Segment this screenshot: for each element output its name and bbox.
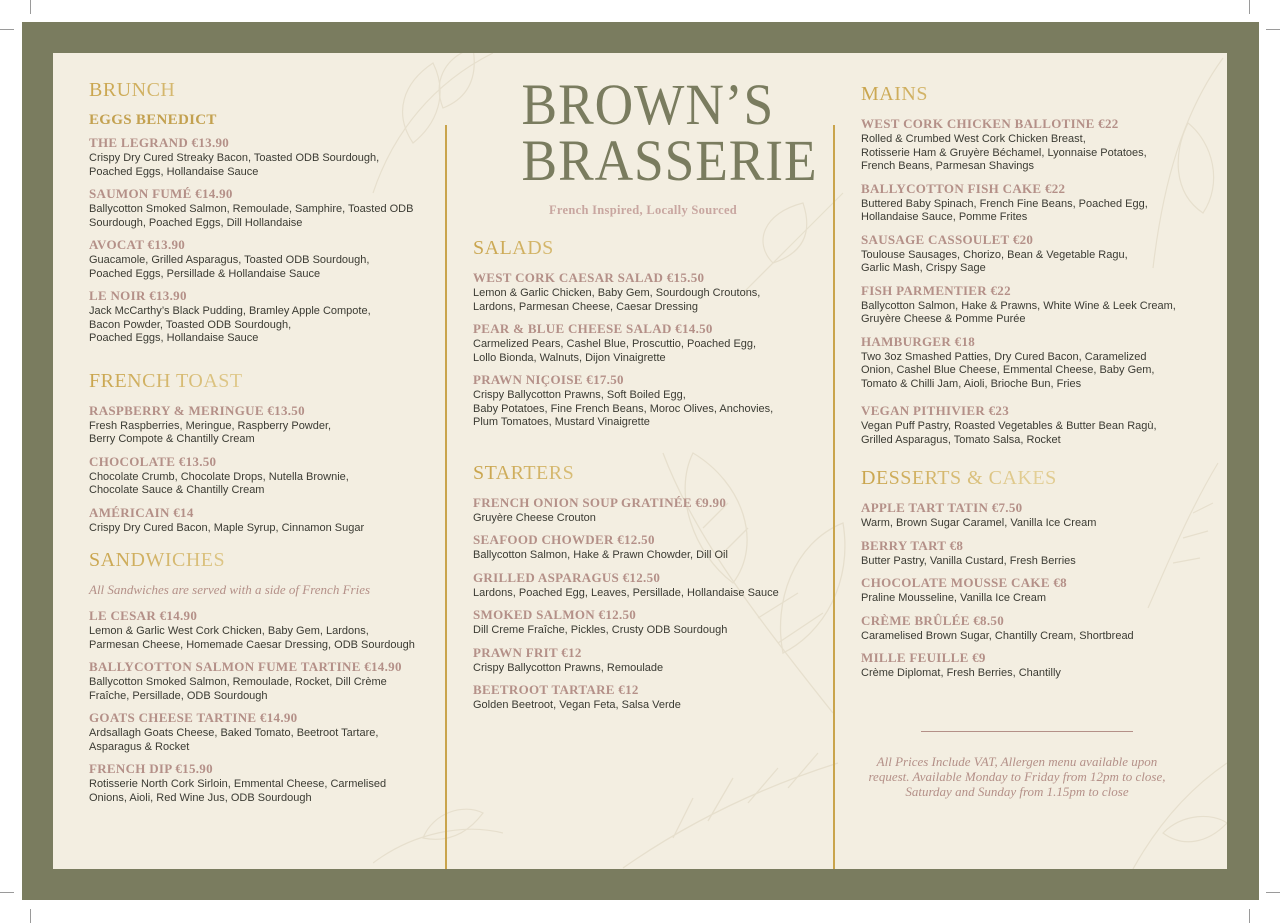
sandwich-items <box>89 608 439 805</box>
menu-item <box>89 454 439 498</box>
menu-item-description: Crème Diplomat, Fresh Berries, Chantilly <box>861 667 1061 679</box>
footer-line: request. Available Monday to Friday from 12pm to close, <box>868 769 1166 784</box>
menu-item <box>89 710 439 754</box>
menu-item-name: HAMBURGER €18 <box>861 333 976 349</box>
menu-item-name: LE CESAR €14.90 <box>89 608 198 623</box>
menu-item-name: PRAWN NIÇOISE €17.50 <box>473 372 624 387</box>
brand-logo <box>511 72 818 218</box>
menu-item-name: FRENCH ONION SOUP GRATINÉE €9.90 <box>473 494 727 510</box>
column-divider <box>445 125 447 869</box>
menu-item-name: FRENCH DIP €15.90 <box>89 761 213 776</box>
footer-divider <box>921 731 1133 732</box>
menu-item <box>89 761 439 805</box>
menu-item-name: WEST CORK CAESAR SALAD €15.50 <box>473 270 705 285</box>
menu-item-description: Lardons, Poached Egg, Leaves, Persillade, Hollandaise Sauce <box>473 586 779 599</box>
menu-item-description: Lemon & Garlic Chicken, Baby Gem, Sourdough Croutons, Lardons, Parmesan Cheese, Caesar Dressing <box>473 287 761 313</box>
menu-item-name: BEETROOT TARTARE €12 <box>473 682 639 697</box>
menu-item-description: Ballycotton Smoked Salmon, Remoulade, Rocket, Dill Crème Fraîche, Persillade, ODB Sourdough <box>89 676 387 702</box>
menu-item-description: Toulouse Sausages, Chorizo, Bean & Vegetable Ragu, Garlic Mash, Crispy Sage <box>861 248 1128 274</box>
footer-line: Saturday and Sunday from 1.15pm to close <box>905 784 1129 799</box>
menu-item <box>473 682 823 713</box>
menu-item <box>473 645 823 676</box>
menu-item <box>89 608 439 652</box>
menu-item <box>861 650 1211 681</box>
main-items <box>861 116 1211 447</box>
menu-item-name: CRÈME BRÛLÉE €8.50 <box>861 612 1004 628</box>
menu-item-description: Rotisserie North Cork Sirloin, Emmental Cheese, Carmelised Onions, Aioli, Red Wine Jus, ODB Sourdough <box>89 778 387 804</box>
menu-item <box>861 538 1211 569</box>
menu-item-description: Two 3oz Smashed Patties, Dry Cured Bacon, Caramelized Onion, Cashel Blue Cheese, Emmental Cheese, Baby Gem, Tomato & Chilli Jam, Aioli, Brioche Bun, Fries <box>861 350 1155 390</box>
starter-items <box>473 495 823 713</box>
menu-item-name: LE NOIR €13.90 <box>89 288 187 303</box>
menu-item-name: FISH PARMENTIER €22 <box>861 282 1011 298</box>
menu-item-description: Dill Creme Fraîche, Pickles, Crusty ODB Sourdough <box>473 624 728 636</box>
menu-item-description: Buttered Baby Spinach, French Fine Beans, Poached Egg, Hollandaise Sauce, Pomme Frites <box>861 197 1148 223</box>
menu-item-description: Guacamole, Grilled Asparagus, Toasted ODB Sourdough, Poached Eggs, Persillade & Hollandaise Sauce <box>89 254 370 280</box>
menu-item <box>89 186 439 230</box>
menu-item <box>89 237 439 281</box>
menu-item <box>473 532 823 563</box>
menu-item-description: Ballycotton Salmon, Hake & Prawn Chowder, Dill Oil <box>473 549 728 561</box>
menu-item-description: Golden Beetroot, Vegan Feta, Salsa Verde <box>473 699 681 711</box>
crop-mark <box>30 909 31 923</box>
menu-item-name: SMOKED SALMON €12.50 <box>473 607 637 622</box>
menu-item-name: SAUMON FUMÉ €14.90 <box>89 186 233 201</box>
sandwiches-note: All Sandwiches are served with a side of French Fries <box>89 582 371 597</box>
brand-tagline: French Inspired, Locally Sourced <box>548 203 738 217</box>
menu-item <box>89 659 439 703</box>
menu-item <box>473 607 823 638</box>
french-toast-items <box>89 403 439 536</box>
menu-item <box>473 372 823 430</box>
left-column <box>89 79 439 812</box>
menu-item <box>89 135 439 179</box>
menu-item-name: RASPBERRY & MERINGUE €13.50 <box>89 402 305 418</box>
menu-item <box>89 505 439 536</box>
menu-item-name: SAUSAGE CASSOULET €20 <box>861 231 1034 247</box>
menu-item-name: GOATS CHEESE TARTINE €14.90 <box>89 710 298 725</box>
menu-item-name: CHOCOLATE €13.50 <box>89 453 217 469</box>
menu-item <box>473 570 823 601</box>
leaf-decoration-icon <box>613 743 843 869</box>
menu-item-name: THE LEGRAND €13.90 <box>89 135 230 150</box>
brand-name-line-2: BRASSERIE <box>521 128 818 193</box>
menu-item-description: Fresh Raspberries, Meringue, Raspberry Powder, Berry Compote & Chantilly Cream <box>89 419 332 445</box>
middle-column <box>473 237 823 720</box>
menu-item-description: Ballycotton Smoked Salmon, Remoulade, Samphire, Toasted ODB Sourdough, Poached Eggs, Dill Hollandaise <box>89 203 414 229</box>
menu-item-name: BERRY TART €8 <box>861 537 964 553</box>
menu-item-description: Ballycotton Salmon, Hake & Prawns, White Wine & Leek Cream, Gruyère Cheese & Pomme Purée <box>861 299 1176 325</box>
column-divider <box>833 125 835 869</box>
menu-item-name: SEAFOOD CHOWDER €12.50 <box>473 532 655 547</box>
menu-item <box>89 288 439 346</box>
section-title-starters: STARTERS <box>473 462 823 485</box>
menu-item-name: WEST CORK CHICKEN BALLOTINE €22 <box>861 116 1119 131</box>
menu-item-name: AVOCAT €13.90 <box>89 237 186 252</box>
menu-item-description: Butter Pastry, Vanilla Custard, Fresh Berries <box>861 554 1076 567</box>
menu-item-description: Warm, Brown Sugar Caramel, Vanilla Ice Cream <box>861 517 1097 529</box>
menu-item-description: Praline Mousseline, Vanilla Ice Cream <box>861 592 1047 604</box>
menu-item-name: AMÉRICAIN €14 <box>89 504 194 520</box>
menu-item <box>861 181 1211 225</box>
right-column <box>861 83 1211 688</box>
menu-page <box>53 53 1227 869</box>
section-title-desserts: DESSERTS & CAKES <box>861 467 1211 490</box>
menu-item-name: PRAWN FRIT €12 <box>473 644 582 660</box>
footer-note <box>841 754 1193 799</box>
crop-mark <box>30 0 31 14</box>
menu-item <box>861 403 1211 447</box>
menu-item-name: GRILLED ASPARAGUS €12.50 <box>473 569 661 585</box>
brand-name-line-1: BROWN’S <box>521 72 775 137</box>
menu-item-description: Crispy Ballycotton Prawns, Remoulade <box>473 661 664 674</box>
salad-items <box>473 270 823 430</box>
menu-item-description: Jack McCarthy’s Black Pudding, Bramley Apple Compote, Bacon Powder, Toasted ODB Sourdough, Poached Eggs, Hollandaise Sauce <box>89 305 371 344</box>
crop-mark <box>1249 909 1250 923</box>
menu-item <box>861 334 1211 392</box>
crop-mark <box>1266 29 1280 30</box>
section-title-mains: MAINS <box>861 83 1211 106</box>
menu-item-description: Chocolate Crumb, Chocolate Drops, Nutella Brownie, Chocolate Sauce & Chantilly Cream <box>89 470 349 496</box>
subsection-title-eggs-benedict: EGGS BENEDICT <box>89 112 217 128</box>
footer-line: All Prices Include VAT, Allergen menu available upon <box>876 754 1158 769</box>
crop-mark <box>1266 892 1280 893</box>
menu-item-description: Rolled & Crumbed West Cork Chicken Breast, Rotisserie Ham & Gruyère Béchamel, Lyonnaise Potatoes, French Beans, Parmesan Shavings <box>861 133 1147 172</box>
menu-item <box>861 283 1211 327</box>
menu-item-description: Gruyère Cheese Crouton <box>473 511 596 524</box>
menu-item-description: Lemon & Garlic West Cork Chicken, Baby Gem, Lardons, Parmesan Cheese, Homemade Caesar Dressing, ODB Sourdough <box>89 625 415 651</box>
menu-item-name: BALLYCOTTON FISH CAKE €22 <box>861 180 1066 196</box>
dessert-items <box>861 500 1211 681</box>
menu-item <box>89 403 439 447</box>
menu-item-name: MILLE FEUILLE €9 <box>861 650 986 665</box>
menu-item <box>861 116 1211 174</box>
section-title-brunch: BRUNCH <box>89 79 439 102</box>
menu-item-name: PEAR & BLUE CHEESE SALAD €14.50 <box>473 321 713 336</box>
section-title-sandwiches: SANDWICHES <box>89 549 439 572</box>
menu-item-description: Vegan Puff Pastry, Roasted Vegetables & Butter Bean Ragù, Grilled Asparagus, Tomato Salsa, Rocket <box>861 420 1157 446</box>
menu-item-name: VEGAN PITHIVIER €23 <box>861 403 1009 418</box>
menu-item-description: Crispy Dry Cured Bacon, Maple Syrup, Cinnamon Sugar <box>89 521 365 534</box>
menu-item-description: Caramelised Brown Sugar, Chantilly Cream, Shortbread <box>861 629 1134 642</box>
menu-item <box>473 321 823 365</box>
menu-item <box>861 613 1211 644</box>
crop-mark <box>0 892 14 893</box>
menu-item <box>473 495 823 526</box>
menu-item <box>861 500 1211 531</box>
section-title-french-toast: FRENCH TOAST <box>89 370 439 393</box>
brunch-items <box>89 135 439 346</box>
menu-item <box>473 270 823 314</box>
menu-item <box>861 232 1211 276</box>
menu-item-description: Carmelized Pears, Cashel Blue, Proscuttio, Poached Egg, Lollo Bionda, Walnuts, Dijon Vinaigrette <box>473 338 757 364</box>
menu-item-name: BALLYCOTTON SALMON FUME TARTINE €14.90 <box>89 659 402 674</box>
menu-item-description: Crispy Dry Cured Streaky Bacon, Toasted ODB Sourdough, Poached Eggs, Hollandaise Sauce <box>89 152 380 178</box>
menu-item-name: APPLE TART TATIN €7.50 <box>861 500 1023 515</box>
menu-item-description: Ardsallagh Goats Cheese, Baked Tomato, Beetroot Tartare, Asparagus & Rocket <box>89 727 379 753</box>
section-title-salads: SALADS <box>473 237 823 260</box>
crop-mark <box>0 29 14 30</box>
menu-item-name: CHOCOLATE MOUSSE CAKE €8 <box>861 575 1067 590</box>
menu-item-description: Crispy Ballycotton Prawns, Soft Boiled Egg, Baby Potatoes, Fine French Beans, Moroc Olives, Anchovies, Plum Tomatoes, Mustard Vinaigrette <box>473 389 774 428</box>
crop-mark <box>1249 0 1250 14</box>
menu-item <box>861 575 1211 606</box>
